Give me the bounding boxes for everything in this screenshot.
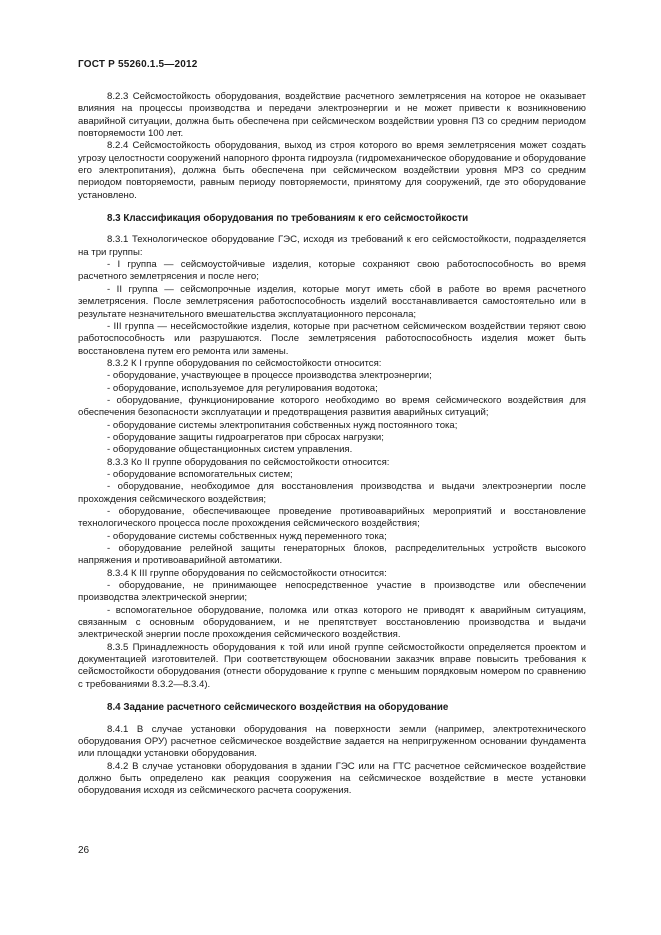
list-item: - оборудование системы собственных нужд переменного тока; [107, 530, 387, 542]
paragraph-8-3-1: 8.3.1 Технологическое оборудование ГЭС, исходя из требований к его сейсмостойкости, подразделяется на три группы: [78, 234, 586, 258]
paragraph-8-4-1: 8.4.1 В случае установки оборудования на поверхности земли (например, электротехнического оборудования ОРУ) расчетное сейсмическое воздействие задается на непригруженном основании фундамента или площадки установки оборудования. [78, 723, 586, 760]
list-item-group-2: - II группа — сейсмопрочные изделия, которые могут иметь сбой в работе во время расчетного землетрясения. После землетрясения работоспособность изделий восстанавливается самостоятельно или в результате незначительного вмешательства эксплуатационного персонала; [78, 283, 586, 320]
list-item: - оборудование системы электропитания собственных нужд постоянного тока; [107, 419, 458, 431]
paragraph-8-4-2: 8.4.2 В случае установки оборудования в здании ГЭС или на ГТС расчетное сейсмическое воздействие должно быть определено как реакция сооружения на сейсмическое воздействие в месте установки оборудования исходя из сейсмического расчета сооружения. [78, 760, 586, 797]
list-item: - оборудование общестанционных систем управления. [107, 444, 353, 456]
section-heading-8-4: 8.4 Задание расчетного сейсмического воздействия на оборудование [107, 702, 449, 714]
list-item: - оборудование релейной защиты генераторных блоков, распределительных устройств высокого напряжения и противоаварийной автоматики. [78, 543, 586, 567]
section-heading-8-3: 8.3 Классификация оборудования по требованиям к его сейсмостойкости [107, 213, 469, 225]
paragraph-8-3-2: 8.3.2 К I группе оборудования по сейсмостойкости относится: [107, 357, 382, 369]
list-item: - оборудование, необходимое для восстановления производства и выдачи электроэнергии после прохождения сейсмического воздействия; [78, 481, 586, 505]
list-item: - вспомогательное оборудование, поломка или отказ которого не приводят к аварийным ситуациям, связанным с основным оборудованием, и не препятствует восстановлению производства и выдачи электрической энергии после прохождения сейсмического воздействия. [78, 604, 586, 641]
list-item-group-3: - III группа — несейсмостойкие изделия, которые при расчетном сейсмическом воздействии теряют свою работоспособность или разрушаются. После землетрясения работоспособность изделия может быть восстановлена путем его ремонта или замены. [78, 320, 586, 357]
paragraph-8-3-5: 8.3.5 Принадлежность оборудования к той или иной группе сейсмостойкости определяется проектом и документацией изготовителей. При соответствующем обосновании заказчик вправе повысить требования к сейсмостойкости оборудования (отнести оборудование к группе с меньшим порядковым номером по сравнению с требованиями 8.3.2—8.3.4). [78, 641, 586, 690]
list-item: - оборудование, не принимающее непосредственное участие в производстве или обеспечении производства электрической энергии; [78, 580, 586, 604]
list-item: - оборудование, участвующее в процессе производства электроэнергии; [107, 370, 432, 382]
list-item-group-1: - I группа — сейсмоустойчивые изделия, которые сохраняют свою работоспособность во время расчетного землетрясения и после него; [78, 259, 586, 283]
paragraph-8-3-4: 8.3.4 К III группе оборудования по сейсмостойкости относится: [107, 567, 387, 579]
page-number: 26 [78, 845, 90, 856]
paragraph-8-2-3: 8.2.3 Сейсмостойкость оборудования, воздействие расчетного землетрясения на которое не оказывает влияния на процессы производства и передачи электроэнергии и не может привести к возникновению аварийной ситуации, должна быть обеспечена при сейсмическом воздействии уровня ПЗ со средним периодом повторяемости 100 лет. [78, 91, 586, 140]
document-header: ГОСТ Р 55260.1.5—2012 [78, 59, 198, 70]
list-item: - оборудование, обеспечивающее проведение противоаварийных мероприятий и восстановление технологического процесса после прохождения сейсмического воздействия; [78, 506, 586, 530]
paragraph-8-2-4: 8.2.4 Сейсмостойкость оборудования, выход из строя которого во время землетрясения может создать угрозу целостности сооружений напорного фронта гидроузла (гидромеханическое оборудование и оборудование его электропитания), должна быть обеспечена при сейсмическом воздействии уровня МРЗ со средним периодом повторяемости, равным периоду повторяемости, принятому для сооружений, где это оборудование установлено. [78, 140, 586, 201]
document-body [78, 91, 586, 798]
paragraph-8-3-3: 8.3.3 Ко II группе оборудования по сейсмостойкости относится: [107, 456, 390, 468]
list-item: - оборудование вспомогательных систем; [107, 468, 293, 480]
list-item: - оборудование, функционирование которого необходимо во время сейсмического воздействия для обеспечения безопасности эксплуатации и предотвращения развития аварийных ситуаций; [78, 394, 586, 419]
list-item: - оборудование, используемое для регулирования водотока; [107, 382, 378, 394]
list-item: - оборудование защиты гидроагрегатов при сбросах нагрузки; [107, 431, 384, 443]
